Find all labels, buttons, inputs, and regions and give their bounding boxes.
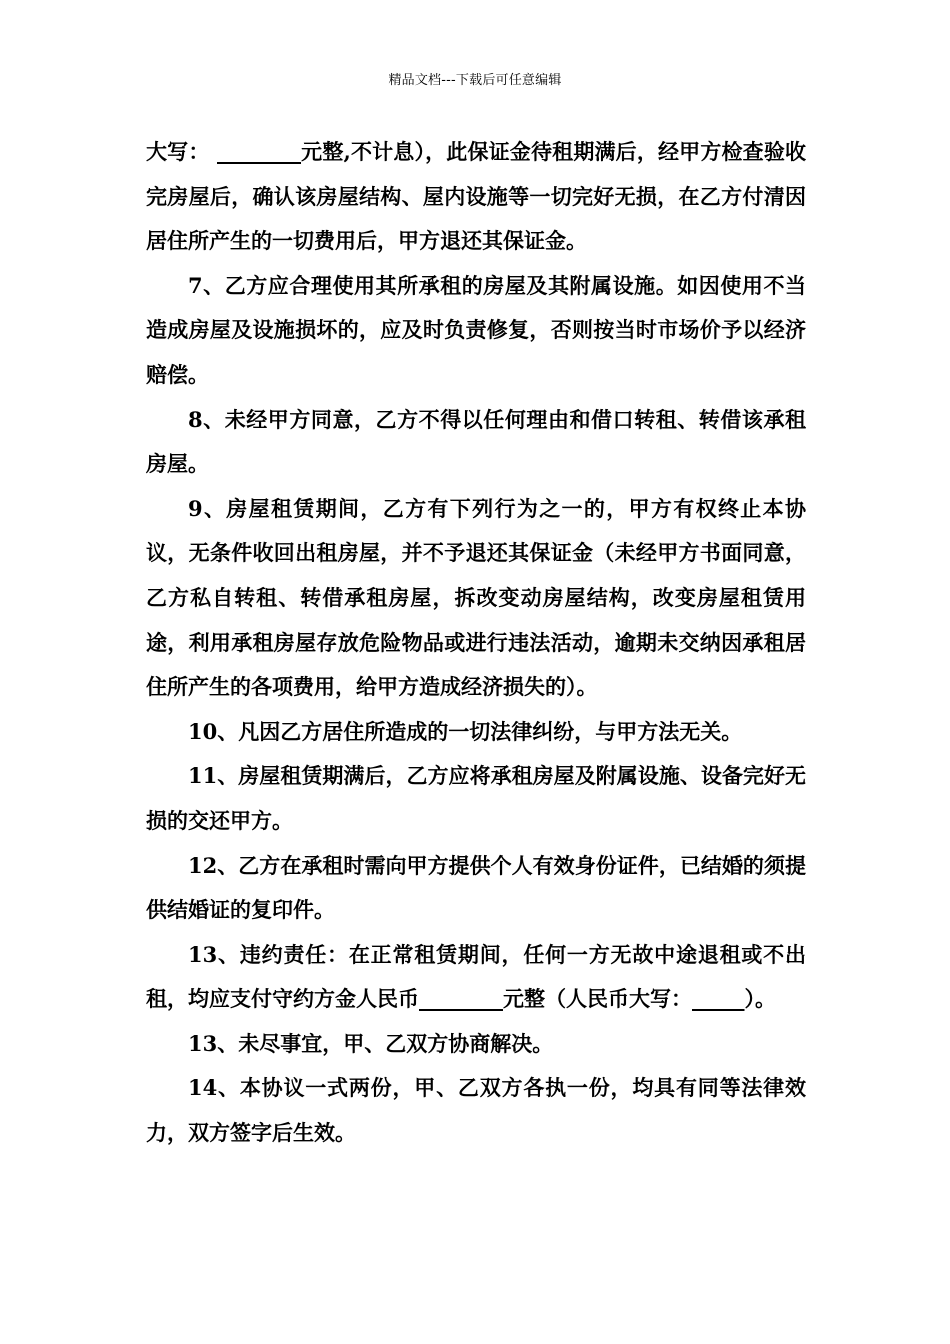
paragraph-clause-13-other: 13、未尽事宜，甲、乙双方协商解决。 [188, 1030, 554, 1056]
paragraph-clause-12: 12、乙方在承租时需向甲方提供个人有效身份证件，已结婚的须提供结婚证的复印件。 [146, 852, 806, 923]
paragraph-clause-10: 10、凡因乙方居住所造成的一切法律纠纷，与甲方法无关。 [188, 718, 743, 744]
paragraph-deposit-clause: 大写： ________元整,不计息），此保证金待租期满后，经甲方检查验收完房屋后，确认该房屋结构、屋内设施等一切完好无损，在乙方付清因居住所产生的一切费用后，甲方退还其保证金。 [146, 139, 806, 254]
page-header: 精品文档---下载后可任意编辑 [388, 73, 562, 88]
paragraph-clause-11: 11、房屋租赁期满后，乙方应将承租房屋及附属设施、设备完好无损的交还甲方。 [146, 763, 806, 833]
document-body [146, 130, 806, 1156]
paragraph-clause-8: 8、未经甲方同意，乙方不得以任何理由和借口转租、转借该承租房屋。 [146, 406, 806, 477]
paragraph-clause-14: 14、本协议一式两份，甲、乙双方各执一份，均具有同等法律效力，双方签字后生效。 [146, 1075, 806, 1146]
paragraph-clause-13-breach: 13、违约责任：在正常租赁期间，任何一方无故中途退租或不出租，均应支付守约方金人民币________元整（人民币大写：_____）。 [146, 941, 806, 1012]
paragraph-clause-7: 7、乙方应合理使用其所承租的房屋及其附属设施。如因使用不当造成房屋及设施损坏的，应及时负责修复，否则按当时市场价予以经济赔偿。 [146, 272, 806, 387]
paragraph-clause-9: 9、房屋租赁期间，乙方有下列行为之一的，甲方有权终止本协议，无条件收回出租房屋，并不予退还其保证金（未经甲方书面同意，乙方私自转租、转借承租房屋，拆改变动房屋结构，改变房屋租赁用途，利用承租房屋存放危险物品或进行违法活动，逾期未交纳因承租居住所产生的各项费用，给甲方造成经济损失的）。 [146, 495, 806, 700]
